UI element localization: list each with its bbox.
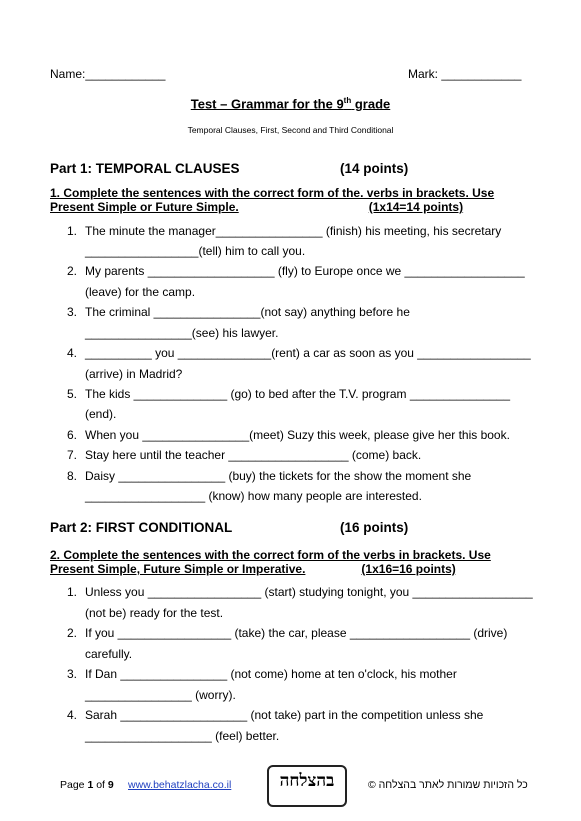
mark-field-label: Mark: ____________ bbox=[408, 67, 522, 81]
behatzlacha-logo: בהצלחה bbox=[267, 765, 347, 807]
website-link[interactable]: www.behatzlacha.co.il bbox=[128, 779, 232, 791]
part1-title: Part 1: TEMPORAL CLAUSES bbox=[50, 161, 240, 176]
name-field-label: Name:____________ bbox=[50, 67, 166, 81]
part2-title: Part 2: FIRST CONDITIONAL bbox=[50, 520, 233, 535]
part1-points: (14 points) bbox=[340, 161, 409, 176]
part2-points: (16 points) bbox=[340, 520, 409, 535]
part2-instruction-line2: Present Simple, Future Simple or Imperative. (1x16=16 points) bbox=[50, 562, 456, 576]
page-number: Page 1 of 9 bbox=[60, 779, 114, 791]
part2-instruction: 2. Complete the sentences with the correct form of the verbs in brackets. Use bbox=[50, 548, 491, 562]
copyright-text: כל הזכויות שמורות לאתר בהצלחה © bbox=[368, 779, 528, 791]
part1-instruction: 1. Complete the sentences with the correct form of the. verbs in brackets. Use bbox=[50, 186, 495, 200]
page-title: Test – Grammar for the 9th grade bbox=[190, 96, 391, 112]
page-subtitle: Temporal Clauses, First, Second and Third Conditional bbox=[187, 125, 394, 135]
part1-instruction-line2: Present Simple or Future Simple. (1x14=14 points) bbox=[50, 200, 464, 214]
